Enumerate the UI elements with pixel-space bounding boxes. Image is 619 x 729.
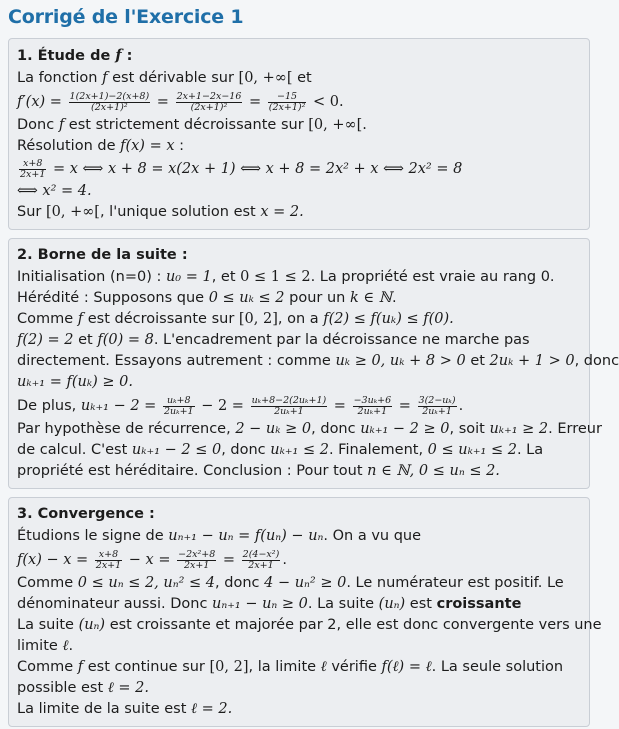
s1-line-2-derivative: f′(x) = $\frac{1(2x+1)-2(x+8)}{\text{(2x+1)²}}$ = $\frac{2x+1-2x-16}{\text{(2x+1)²}}$ = $\frac{-15}{\text{(2x+1)²}}$ < 0. [17, 90, 344, 113]
s1-line-6: ⟺ x² = 4. [17, 183, 92, 199]
fraction: $\frac{\text{−3uₖ+6}}{\text{2uₖ+1}}$ [353, 394, 392, 417]
s1-line-7: Sur [0, +∞[, l'unique solution est x = 2. [17, 204, 304, 220]
fraction: $\frac{\text{3(2−uₖ)}}{\text{2uₖ+1}}$ [418, 394, 456, 417]
page-title: Corrigé de l'Exercice 1 [8, 6, 244, 28]
fraction: $\frac{\text{−2x²+8}}{2x+1}$ [178, 548, 216, 571]
s2-line-4: f(2) = 2 et f(0) = 8. L'encadrement par la décroissance ne marche pas [17, 332, 530, 348]
s3-line-2-fractions: f(x) − x = $\frac{x+8}{2x+1}$ − x = $\frac{\text{−2x²+8}}{2x+1}$ = $\frac{\text{2(4−x²)}}{2x+1}$ . [17, 548, 287, 571]
s2-line-5: directement. Essayons autrement : comme uₖ ≥ 0, uₖ + 8 > 0 et 2uₖ + 1 > 0, donc [17, 353, 619, 369]
s2-line-6: uₖ₊₁ = f(uₖ) ≥ 0. [17, 374, 133, 390]
s2-line-2: Hérédité : Supposons que 0 ≤ uₖ ≤ 2 pour un k ∈ ℕ. [17, 290, 397, 306]
fraction: $\frac{1(2x+1)-2(x+8)}{\text{(2x+1)²}}$ [69, 90, 150, 113]
s2-line-10: propriété est héréditaire. Conclusion : Pour tout n ∈ ℕ, 0 ≤ uₙ ≤ 2. [17, 463, 500, 479]
fraction: $\frac{2x+1-2x-16}{\text{(2x+1)²}}$ [176, 90, 242, 113]
s3-line-5: La suite (uₙ) est croissante et majorée par 2, elle est donc convergente vers une [17, 617, 602, 633]
section-1-card [8, 38, 590, 230]
fraction: $\frac{-15}{\text{(2x+1)²}}$ [268, 90, 306, 113]
s2-line-1: Initialisation (n=0) : u₀ = 1, et 0 ≤ 1 ≤ 2. La propriété est vraie au rang 0. [17, 269, 555, 285]
section-2-card [8, 238, 619, 489]
fraction: $\frac{x+8}{2x+1}$ [20, 157, 46, 180]
s3-line-8: possible est ℓ = 2. [17, 680, 149, 696]
fraction: $\frac{\text{uₖ+8−2(2uₖ+1)}}{\text{2uₖ+1}}$ [251, 394, 327, 417]
s1-line-4: Résolution de f(x) = x : [17, 138, 185, 154]
s3-line-4: dénominateur aussi. Donc uₙ₊₁ − uₙ ≥ 0. La suite (uₙ) est croissante [17, 596, 522, 612]
s1-line-5-equation: $\frac{x+8}{2x+1}$ = x ⟺ x + 8 = x(2x + 1) ⟺ x + 8 = 2x² + x ⟺ 2x² = 8 [20, 157, 463, 180]
s3-line-3: Comme 0 ≤ uₙ ≤ 2, uₙ² ≤ 4, donc 4 − uₙ² ≥ 0. Le numérateur est positif. Le [17, 575, 564, 591]
s3-line-9: La limite de la suite est ℓ = 2. [17, 701, 233, 717]
fraction: $\frac{x+8}{2x+1}$ [95, 548, 122, 571]
s2-line-8: Par hypothèse de récurrence, 2 − uₖ ≥ 0, donc uₖ₊₁ − 2 ≥ 0, soit uₖ₊₁ ≥ 2. Erreur [17, 421, 602, 437]
s2-line-3: Comme f est décroissante sur [0, 2], on a f(2) ≤ f(uₖ) ≤ f(0). [17, 311, 454, 327]
section-1-heading: 1. Étude de f : [17, 47, 133, 64]
section-3-card [8, 497, 602, 727]
s3-line-1: Étudions le signe de uₙ₊₁ − uₙ = f(uₙ) − uₙ. On a vu que [17, 528, 422, 544]
fraction: $\frac{\text{uₖ+8}}{\text{2uₖ+1}}$ [163, 394, 194, 417]
s1-line-3: Donc f est strictement décroissante sur [0, +∞[. [17, 117, 367, 133]
s3-line-6: limite ℓ. [17, 638, 74, 654]
fraction: $\frac{\text{2(4−x²)}}{2x+1}$ [242, 548, 280, 571]
s2-line-9: de calcul. C'est uₖ₊₁ − 2 ≤ 0, donc uₖ₊₁ ≤ 2. Finalement, 0 ≤ uₖ₊₁ ≤ 2. La [17, 442, 544, 458]
s2-line-7-fractions: De plus, uₖ₊₁ − 2 = $\frac{\text{uₖ+8}}{\text{2uₖ+1}}$ − 2 = $\frac{\text{uₖ+8−2(2uₖ+1)}}{\text{2uₖ+1}}$ = $\frac{\text{−3uₖ+6}}{\text{2uₖ+1}}$ = $\frac{\text{3(2−uₖ)}}{\text{2uₖ+1}}$ . [17, 394, 464, 417]
s3-line-7: Comme f est continue sur [0, 2], la limite ℓ vérifie f(ℓ) = ℓ. La seule solution [17, 659, 564, 675]
s1-line-1: La fonction f est dérivable sur [0, +∞[ et [17, 70, 312, 86]
section-2-heading: 2. Borne de la suite : [17, 247, 188, 263]
section-3-heading: 3. Convergence : [17, 506, 155, 522]
